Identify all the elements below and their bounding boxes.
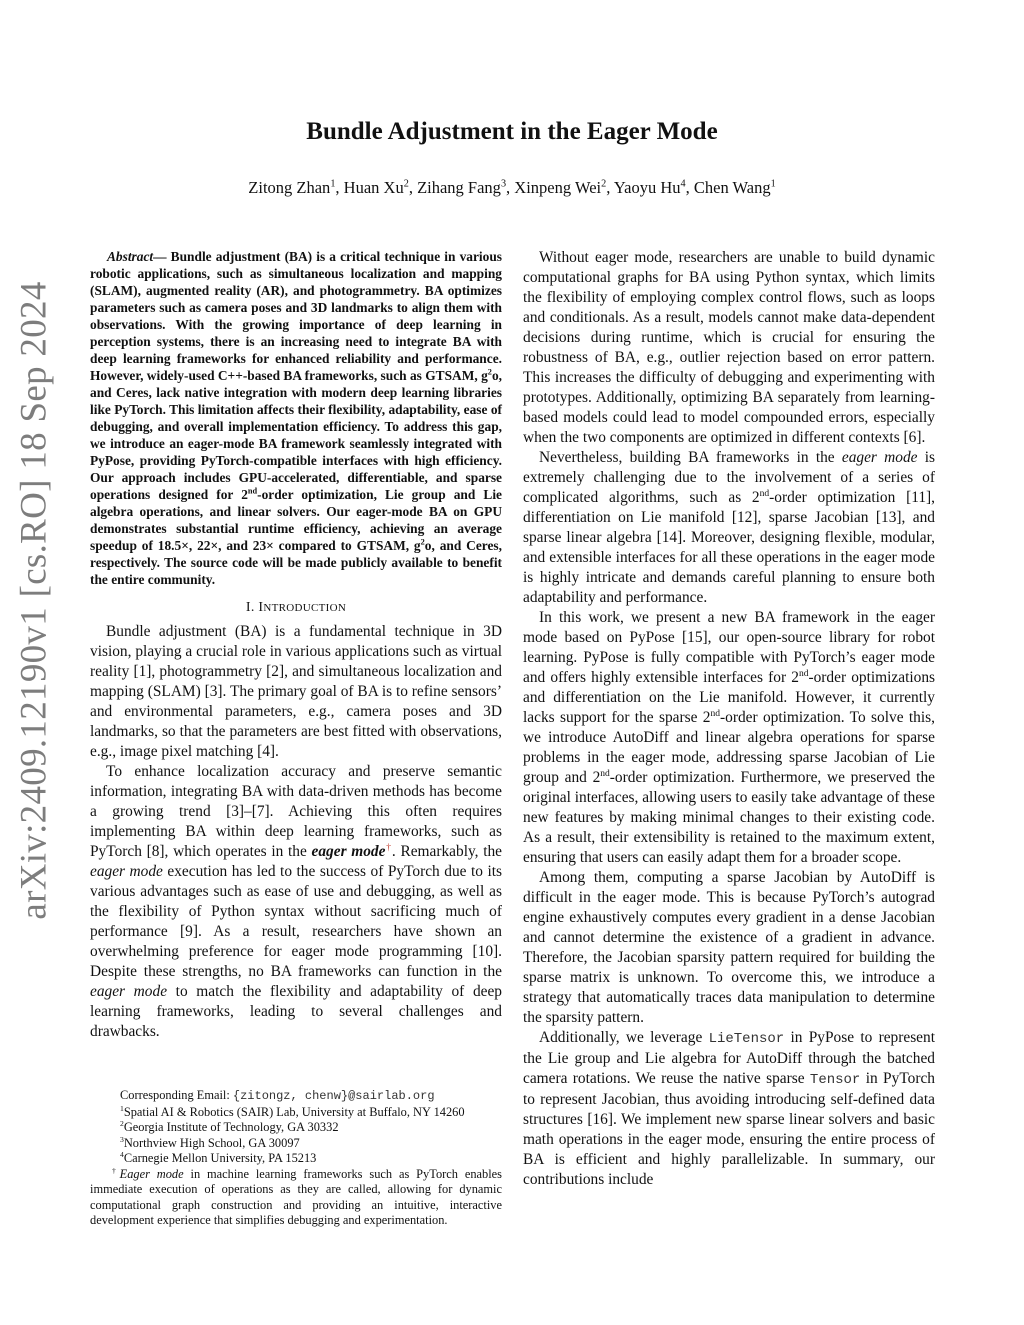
code-lietensor: LieTensor	[708, 1031, 785, 1047]
footnote-link[interactable]: †	[385, 841, 392, 853]
affiliation-mark: 2	[601, 178, 607, 190]
footnote-eager-mode: †Eager mode in machine learning frameworks such as PyTorch enables immediate execution of operations as they are called, allowing for dynamic computational graph construction and providing an intuitive, interactive development experience that simplifies debugging and experimentation.	[90, 1165, 503, 1227]
paragraph: Without eager mode, researchers are unable to build dynamic computational graphs for BA using Python syntax, which limits the flexibility of employing complex control flows, such as loops and conditionals. As a result, models cannot make data-dependent decisions during runtime, which is crucial for ensuring the robustness of BA, e.g., outlier rejection based on error pattern. This increases the difficulty of debugging and experimenting with prototypes. Additionally, optimizing BA separately from learning-based models could lead to model compounded errors, especially when the two components are optimized in different contexts [6].	[523, 249, 935, 446]
paragraph: Nevertheless, building BA frameworks in the eager mode is extremely challenging due to the involvement of a series of complicated algorithms, such as 2nd-order optimization [11], differentiation on Lie manifold [12], sparse Jacobian [13], and sparse linear algebra [14]. Moreover, designing flexible, modular, and extensible interfaces for all these operations in the eager mode is highly intricate and demands careful planning to ensure both adaptability and performance.	[523, 449, 935, 606]
author-name: Chen Wang	[693, 178, 771, 197]
footnote-affiliation: $^2$Georgia Institute of Technology, GA 30332	[120, 1118, 339, 1134]
abstract: Abstract— Bundle adjustment (BA) is a critical technique in various robotic applications, such as simultaneous localization and mapping (SLAM), augmented reality (AR), and photogrammetry. BA optimizes parameters such as camera poses and 3D landmarks to align them with observations. With the growing importance of deep learning in perception systems, there is an increasing need to integrate BA with deep learning frameworks for enhanced reliability and performance. However, widely-used C++-based BA frameworks, such as GTSAM, $g^2o$, and Ceres, lack native integration with modern deep learning libraries like PyTorch. This limitation affects their flexibility, adaptability, ease of debugging, and overall implementation efficiency. To address this gap, we introduce an eager-mode BA framework seamlessly integrated with PyPose, providing PyTorch-compatible interfaces with high efficiency. Our approach includes GPU-accelerated, differentiable, and sparse operations designed for 2nd-order optimization, Lie group and Lie algebra operations, and linear solvers. Our eager-mode BA on GPU demonstrates substantial runtime efficiency, achieving an average speedup of 18.5×, 22×, and 23× compared to GTSAM, $g^2o$, and Ceres, respectively. The source code will be made publicly available to benefit the entire community.	[90, 249, 503, 587]
paragraph: Bundle adjustment (BA) is a fundamental technique in 3D vision, playing a crucial role in various applications such as virtual reality [1], photogrammetry [2], and simultaneous localization and mapping (SLAM) [3]. The primary goal of BA is to refine sensors’ and environmental parameters, e.g., camera poses and 3D landmarks, so that the parameters are best fitted with observations, e.g., image pixel matching [4].	[90, 623, 502, 760]
email-address: {zitongz, chenw}@sairlab.org	[232, 1089, 435, 1103]
author-name: Huan Xu	[343, 178, 404, 197]
affiliation-mark: 2	[403, 178, 409, 190]
author-name: Zitong Zhan	[248, 178, 331, 197]
arxiv-stamp-text: arXiv:2409.12190v1 [cs.RO] 18 Sep 2024	[13, 280, 55, 920]
affiliation-mark: 1	[770, 178, 776, 190]
author-list: Zitong Zhan$^1$, Huan Xu$^2$, Zihang Fang$^3$, Xinpeng Wei$^2$, Yaoyu Hu$^4$, Chen Wang$^1$	[248, 178, 776, 197]
affiliation-mark: 3	[500, 178, 507, 190]
paragraph: In this work, we present a new BA framework in the eager mode based on PyPose [15], our open-source library for robot learning. PyPose is fully compatible with PyTorch’s eager mode and offers highly extensible interfaces for 2nd-order optimizations and differentiation on the Lie manifold. However, it currently lacks support for the sparse 2nd-order optimization. To solve this, we introduce AutoDiff and linear algebra operations for sparse problems in the eager mode, addressing sparse Jacobian of Lie group and 2nd-order optimization. Furthermore, we preserved the original interfaces, allowing users to easily take advantage of these new features by making minimal changes to their existing code. As a result, their extensibility is retained to the maximum extent, ensuring that users can easily adapt them for a broader scope.	[523, 609, 936, 866]
code-tensor: Tensor	[809, 1072, 861, 1088]
paragraph: Among them, computing a sparse Jacobian by AutoDiff is difficult in the eager mode. This is because PyTorch’s autograd engine exhaustively computes every gradient in a dense Jacobian and cannot determine the existence of a gradient in advance. Therefore, the Jacobian sparsity pattern required for building the sparse matrix is unknown. To overcome this, we introduce a strategy that automatically traces data manipulation to determine the sparsity pattern.	[523, 869, 935, 1026]
section-heading-introduction: I. INTRODUCTION	[245, 600, 347, 615]
left-column	[90, 248, 502, 1042]
affiliation-mark: 4	[680, 178, 686, 190]
abstract-label: Abstract	[107, 249, 154, 264]
affiliation-mark: 1	[330, 178, 336, 190]
footnote-affiliation: $^3$Northview High School, GA 30097	[120, 1134, 300, 1150]
footnote-affiliation: $^1$Spatial AI & Robotics (SAIR) Lab, University at Buffalo, NY 14260	[120, 1103, 465, 1119]
right-column	[523, 248, 935, 1190]
author-name: Xinpeng Wei	[514, 178, 602, 197]
paragraph: Additionally, we leverage LieTensor in PyPose to represent the Lie group and Lie algebra for AutoDiff through the batched camera rotations. We reuse the native sparse Tensor in PyTorch to represent Jacobian, thus avoiding introducing self-defined data structures [16]. We implement new sparse linear solvers and basic math operations in the eager mode, ensuring the entire process of BA is efficient and highly parallelizable. In summary, our contributions include	[523, 1029, 935, 1188]
footnote-email: Corresponding Email: {zitongz, chenw}@sairlab.org	[120, 1088, 435, 1103]
footnote-affiliation: $^4$Carnegie Mellon University, PA 15213	[120, 1149, 317, 1165]
arxiv-side-stamp	[14, 150, 54, 1050]
paragraph: To enhance localization accuracy and preserve semantic information, integrating BA with data-driven methods has become a growing trend [3]–[7]. Achieving this often requires implementing BA within deep learning frameworks, such as PyTorch [8], which operates in the eager mode†. Remarkably, the eager mode execution has led to the success of PyTorch due to its various advantages such as ease of use and debugging, as well as the flexibility of Python syntax without sacrificing much of performance [9]. As a result, researchers have shown an overwhelming preference for eager mode programming [10]. Despite these strengths, no BA frameworks can function in the eager mode to match the flexibility and adaptability of deep learning frameworks, leading to several challenges and drawbacks.	[90, 763, 503, 1040]
footnotes	[90, 1088, 502, 1229]
author-name: Yaoyu Hu	[613, 178, 681, 197]
author-name: Zihang Fang	[417, 178, 501, 197]
paper-title: Bundle Adjustment in the Eager Mode	[306, 118, 718, 145]
